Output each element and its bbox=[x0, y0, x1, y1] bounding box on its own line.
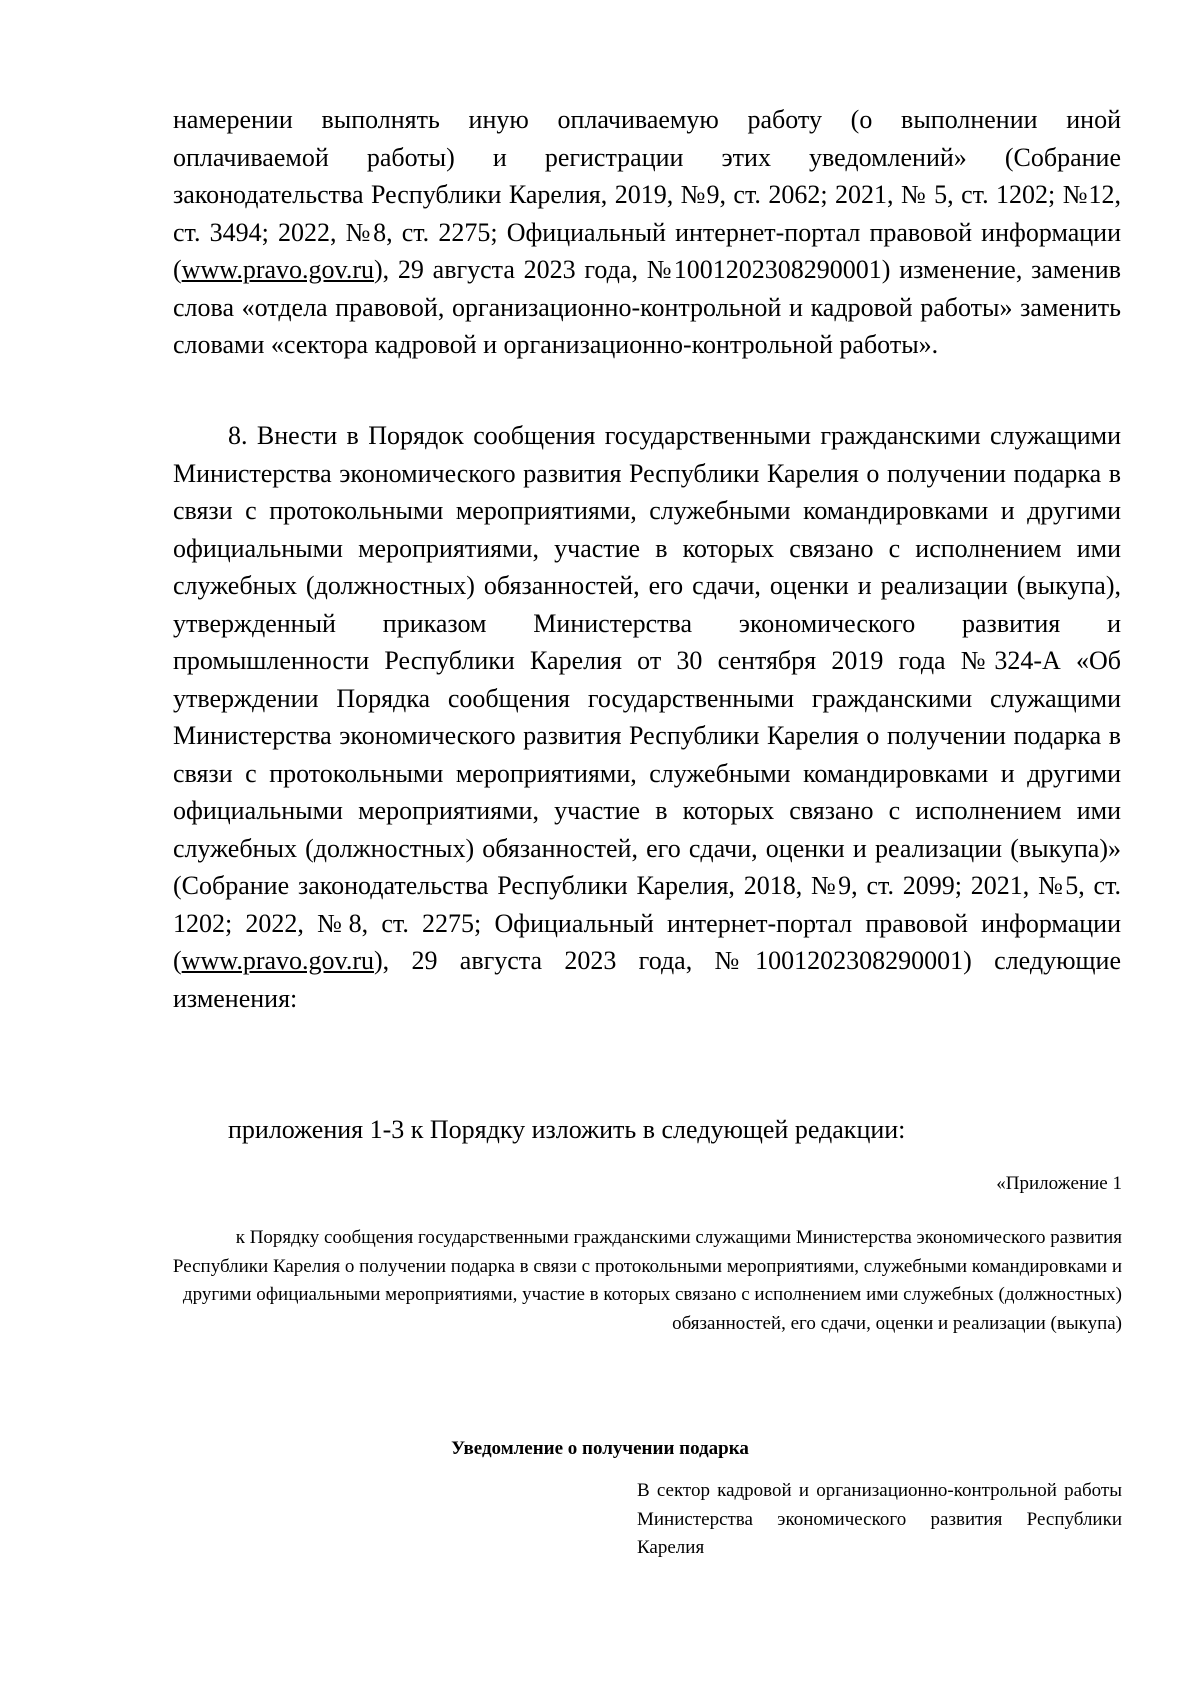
paragraph-item-8 bbox=[173, 417, 1121, 1017]
appendix-description: к Порядку сообщения государственными гражданскими служащими Министерства экономического развития Республики Карелия о получении подарка в связи с протокольными мероприятиями, служебными командировками и другими официальными мероприятиями, участие в которых связано с исполнением ими служебных (должностных) обязанностей, его сдачи, оценки и реализации (выкупа) bbox=[172, 1227, 1122, 1334]
paragraph-amendment-7-continuation bbox=[173, 101, 1121, 364]
pravo-link[interactable]: www.pravo.gov.ru bbox=[181, 255, 374, 284]
appendix-title: «Приложение 1 bbox=[996, 1173, 1122, 1194]
notice-heading: Уведомление о получении подарка bbox=[451, 1438, 749, 1459]
notice-addressee: В сектор кадровой и организационно-контрольной работы Министерства экономического развития Республики Карелия bbox=[637, 1480, 1122, 1558]
paragraph-appendices-instruction: приложения 1-3 к Порядку изложить в следующей редакции: bbox=[228, 1115, 906, 1144]
paragraph-text: ), 29 августа 2023 года, №1001202308290001) следующие изменения: bbox=[173, 946, 1121, 1013]
pravo-link[interactable]: www.pravo.gov.ru bbox=[181, 946, 374, 975]
paragraph-text: ), 29 августа 2023 года, №1001202308290001) изменение, заменив слова «отдела правовой, организационно-контрольной и кадровой работы» заменить словами «сектора кадровой и организационно-контрольной работы». bbox=[173, 255, 1121, 359]
paragraph-text: 8. Внести в Порядок сообщения государственными гражданскими служащими Министерства экономического развития Республики Карелия о получении подарка в связи с протокольными мероприятиями, служебными командировками и другими официальными мероприятиями, участие в которых связано с исполнением ими служебных (должностных) обязанностей, его сдачи, оценки и реализации (выкупа), утвержденный приказом Министерства экономического развития и промышленности Республики Карелия от 30 сентября 2019 года №324-А «Об утверждении Порядка сообщения государственными гражданскими служащими Министерства экономического развития Республики Карелия о получении подарка в связи с протокольными мероприятиями, служебными командировками и другими официальными мероприятиями, участие в которых связано с исполнением ими служебных (должностных) обязанностей, его сдачи, оценки и реализации (выкупа)» (Собрание законодательства Республики Карелия, 2018, №9, ст. 2099; 2021, №5, ст. 1202; 2022, №8, ст. 2275; Официальный интернет-портал правовой информации ( bbox=[173, 421, 1121, 975]
paragraph-text: намерении выполнять иную оплачиваемую работу (о выполнении иной оплачиваемой работы) и регистрации этих уведомлений» (Собрание законодательства Республики Карелия, 2019, №9, ст. 2062; 2021, № 5, ст. 1202; №12, ст. 3494; 2022, №8, ст. 2275; Официальный интернет-портал правовой информации ( bbox=[173, 105, 1121, 284]
